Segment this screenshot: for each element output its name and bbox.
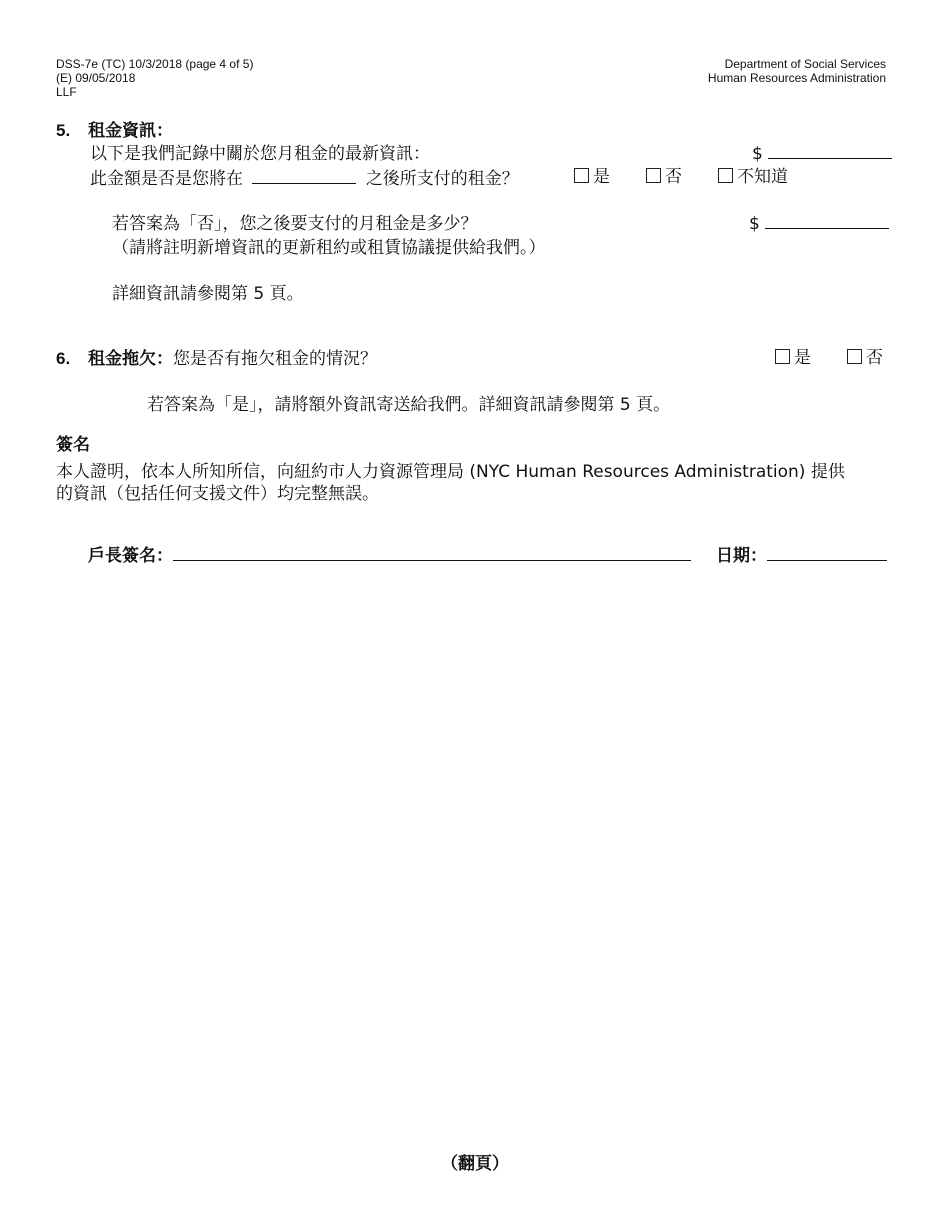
- date-blank[interactable]: [767, 545, 887, 561]
- checkbox[interactable]: [646, 168, 661, 183]
- q6-option-no[interactable]: [847, 347, 883, 369]
- q6-title: 租金拖欠：: [88, 349, 173, 369]
- q5-current-rent-field[interactable]: [752, 143, 892, 165]
- form-code: LLF: [56, 85, 77, 99]
- certification-line-2: 的資訊（包括任何支援文件）均完整無誤。: [56, 484, 379, 504]
- q5-option-dont-know[interactable]: [718, 166, 788, 188]
- head-of-household-signature[interactable]: [88, 545, 691, 567]
- q5-number: 5.: [56, 121, 71, 140]
- date-label: 日期：: [716, 546, 767, 566]
- q5-rent-date-question: [90, 168, 519, 190]
- dollar-sign: $: [749, 214, 760, 234]
- q5-option-no[interactable]: [646, 166, 682, 188]
- q6-question: 您是否有拖欠租金的情況？: [173, 349, 377, 369]
- q5-title: 租金資訊：: [88, 121, 173, 141]
- new-rent-blank[interactable]: [765, 213, 889, 229]
- dollar-sign: $: [752, 144, 763, 164]
- q5-current-rent-text: 以下是我們記錄中關於您月租金的最新資訊：: [90, 144, 430, 164]
- checkbox[interactable]: [718, 168, 733, 183]
- option-label: 不知道: [737, 167, 788, 187]
- checkbox[interactable]: [775, 349, 790, 364]
- q6-followup: 若答案為「是」，請將額外資訊寄送給我們。詳細資訊請參閱第 5 頁。: [147, 395, 671, 415]
- signature-label: 戶長簽名：: [88, 546, 173, 566]
- q6-option-yes[interactable]: [775, 347, 811, 369]
- administration-name: Human Resources Administration: [707, 71, 886, 85]
- q5-line2-suffix: 之後所支付的租金？: [365, 169, 519, 189]
- certification-line-1: 本人證明，依本人所知所信，向紐約市人力資源管理局 (NYC Human Resources Administration) 提供: [56, 462, 845, 482]
- english-version-date: (E) 09/05/2018: [56, 71, 136, 85]
- checkbox[interactable]: [847, 349, 862, 364]
- option-label: 是: [794, 348, 811, 368]
- turn-page-note: （翻頁）: [441, 1154, 509, 1174]
- q5-line2-prefix: 此金額是否是您將在: [90, 169, 243, 189]
- option-label: 否: [665, 167, 682, 187]
- q5-new-rent-field[interactable]: [749, 213, 889, 235]
- q5-details-reference: 詳細資訊請參閱第 5 頁。: [112, 284, 304, 304]
- q5-followup-note: （請將註明新增資訊的更新租約或租賃協議提供給我們。）: [112, 238, 546, 258]
- rent-date-blank[interactable]: [252, 168, 356, 184]
- q6-number: 6.: [56, 349, 71, 368]
- signature-heading: 簽名: [56, 435, 90, 455]
- signature-blank[interactable]: [173, 545, 691, 561]
- option-label: 否: [866, 348, 883, 368]
- department-name: Department of Social Services: [724, 57, 886, 71]
- q5-followup-question: 若答案為「否」，您之後要支付的月租金是多少？: [112, 214, 478, 234]
- current-rent-blank[interactable]: [768, 143, 892, 159]
- q6-question-line: [88, 348, 377, 370]
- signature-date[interactable]: [716, 545, 887, 567]
- checkbox[interactable]: [574, 168, 589, 183]
- q5-option-yes[interactable]: [574, 166, 610, 188]
- option-label: 是: [593, 167, 610, 187]
- form-id: DSS-7e (TC) 10/3/2018 (page 4 of 5): [56, 57, 254, 71]
